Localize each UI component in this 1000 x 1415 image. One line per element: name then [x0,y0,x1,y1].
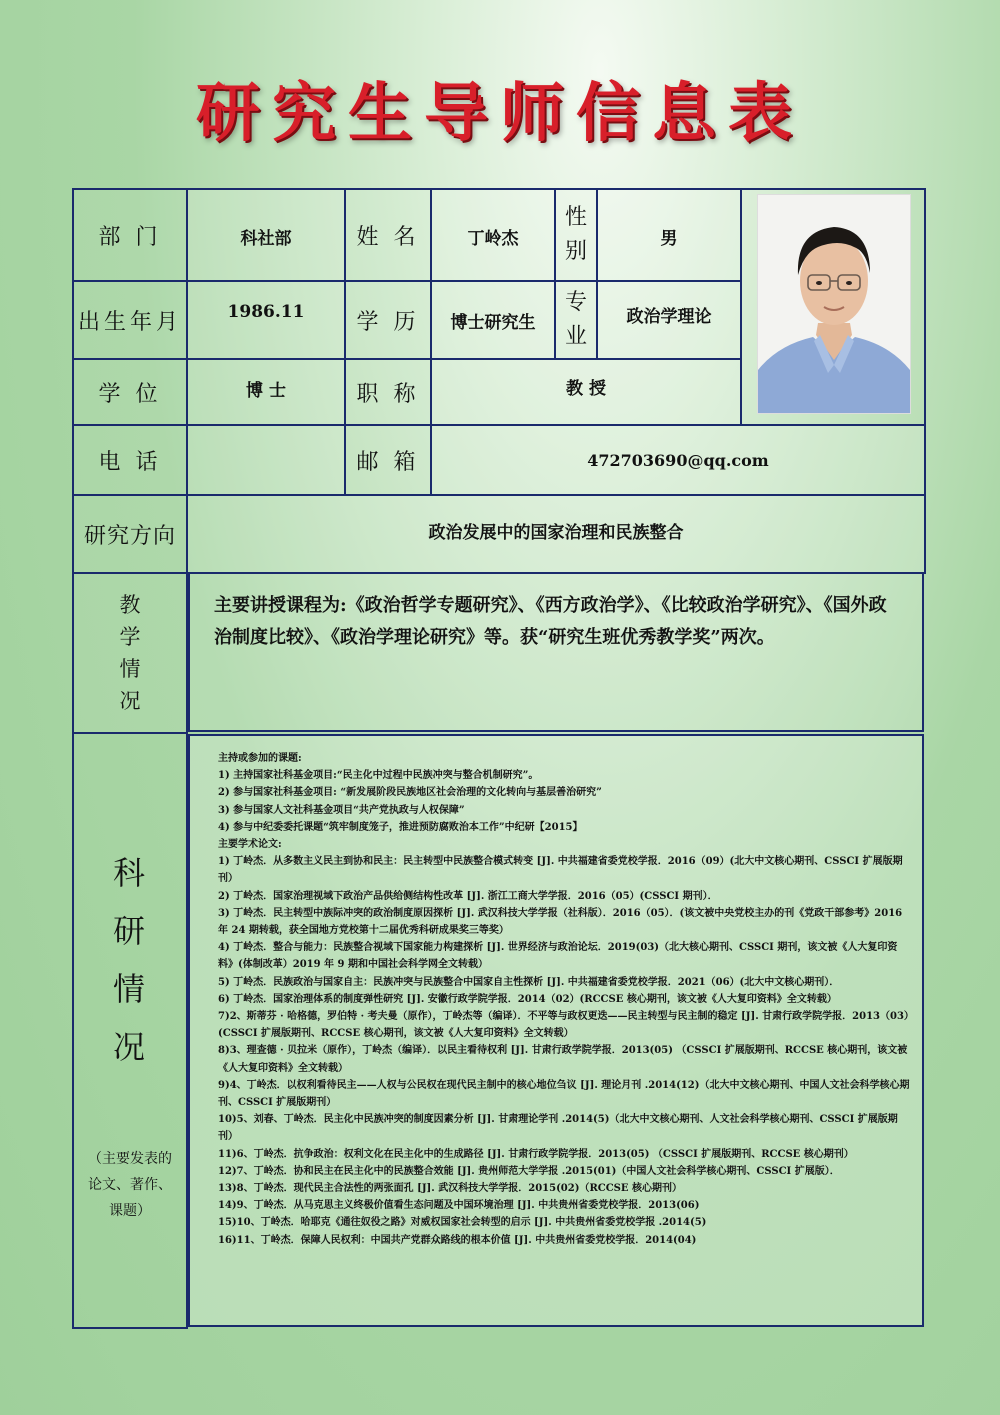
value-name: 丁岭杰 [430,188,556,282]
label-gender: 性别 [554,188,598,282]
label-direction: 研究方向 [72,494,188,574]
research-line: 8)3、理查德 · 贝拉米（原作），丁岭杰（编译）．以民主看待权利 [J]. 甘肃行政学院学报．2013(05) （CSSCI 扩展版期刊、RCCSE 核心期刊，该文被《人大复印资料》全文转载） [218,1045,908,1074]
value-degree: 博 士 [186,358,346,426]
value-dept: 科社部 [186,188,346,282]
research-line: 16)11、丁岭杰．保障人民权利：中国共产党群众路线的根本价值 [J]. 中共贵州省委党校学报．2014(04) [218,1234,697,1246]
research-line: 15)10、丁岭杰．哈耶克《通往奴役之路》对威权国家社会转型的启示 [J]. 中共贵州省委党校学报 .2014(5) [218,1217,707,1229]
label-email: 邮 箱 [344,424,432,496]
research-line: 13)8、丁岭杰．现代民主合法性的两张面孔 [J]. 武汉科技大学学报．2015(02)（RCCSE 核心期刊） [218,1183,683,1195]
value-rank: 教 授 [430,358,742,426]
research-line: 3) 丁岭杰．民主转型中族际冲突的政治制度原因探析 [J]. 武汉科技大学学报（社科版）．2016（05）．(该文被中央党校主办的刊《党政干部参考》2016 年 24 期转载，获全国地方党校第十二届优秀科研成果奖三等奖） [218,907,903,937]
label-degree: 学 位 [72,358,188,426]
research-line: 3) 参与国家人文社科基金项目“共产党执政与人权保障” [218,804,465,816]
value-phone [186,424,346,496]
value-email: 472703690@qq.com [430,424,926,496]
research-line: 1) 丁岭杰．从多数主义民主到协和民主：民主转型中民族整合模式转变 [J]. 中共福建省委党校学报．2016（09）(北大中文核心期刊、CSSCI 扩展版期刊） [218,856,903,885]
label-dept: 部 门 [72,188,188,282]
research-line: 7)2、斯蒂芬 · 哈格德，罗伯特 · 考夫曼（原作），丁岭杰等（编译）．不平等与政权更迭——民主转型与民主制的稳定 [J]. 甘肃行政学院学报．2013（03）(CSSCI 扩展版期刊、RCCSE 核心期刊，该文被《人大复印资料》全文转载） [218,1011,909,1040]
label-name: 姓 名 [344,188,432,282]
label-teaching: 教学情况 [72,572,188,734]
research-line: 5) 丁岭杰．民族政治与国家自主：民族冲突与民族整合中国家自主性探析 [J]. 中共福建省委党校学报．2021（06）(北大中文核心期刊）． [218,976,840,988]
value-major: 政治学理论 [596,280,742,360]
page-title: 研究生导师信息表 [196,77,804,151]
label-rank: 职 称 [344,358,432,426]
research-line: 11)6、丁岭杰．抗争政治：权利文化在民主化中的生成路径 [J]. 甘肃行政学院学报．2013(05) （CSSCI 扩展版期刊、RCCSE 核心期刊） [218,1148,854,1160]
research-line: 2) 参与国家社科基金项目: “新发展阶段民族地区社会治理的文化转向与基层善治研究” [218,787,602,799]
label-research-note: （主要发表的论文、著作、课题） [88,1151,172,1219]
label-edu: 学 历 [344,280,432,360]
label-birth: 出生年月 [72,280,188,360]
research-line: 主要学术论文: [218,839,282,851]
research-line: 14)9、丁岭杰．从马克思主义终极价值看生态问题及中国环境治理 [J]. 中共贵州省委党校学报．2013(06) [218,1200,700,1212]
research-line: 10)5、刘春、丁岭杰．民主化中民族冲突的制度因素分析 [J]. 甘肃理论学刊 .2014(5)（北大中文核心期刊、人文社会科学核心期刊、CSSCI 扩展版期刊） [218,1114,898,1143]
research-line: 12)7、丁岭杰．协和民主在民主化中的民族整合效能 [J]. 贵州师范大学学报 .2015(01)（中国人文社会科学核心期刊、CSSCI 扩展版）． [218,1165,840,1177]
label-research: 科研情况 [112,854,147,1066]
research-line: 4) 参与中纪委委托课题“筑牢制度笼子，推进预防腐败治本工作”中纪研【2015】 [218,821,583,833]
research-list [188,734,924,1327]
research-line: 1) 主持国家社科基金项目:“民主化中过程中民族冲突与整合机制研究”。 [218,770,539,782]
label-research-cell [72,732,188,1329]
label-major: 专业 [554,280,598,360]
research-line: 主持或参加的课题: [218,753,302,764]
value-birth: 1986.11 [186,280,346,360]
research-line: 2) 丁岭杰．国家治理视域下政治产品供给侧结构性改革 [J]. 浙江工商大学学报．2016（05）(CSSCI 期刊）． [218,890,718,902]
label-phone: 电 话 [72,424,188,496]
value-gender: 男 [596,188,742,282]
value-edu: 博士研究生 [430,280,556,360]
portrait-photo [757,194,911,414]
value-direction: 政治发展中的国家治理和民族整合 [186,494,926,574]
value-teaching: 主要讲授课程为:《政治哲学专题研究》、《西方政治学》、《比较政治学研究》、《国外政治制度比较》、《政治学理论研究》等。获“研究生班优秀教学奖”两次。 [188,572,924,732]
research-line: 9)4、丁岭杰．以权利看待民主——人权与公民权在现代民主制中的核心地位刍议 [J]. 理论月刊 .2014(12)（北大中文核心期刊、中国人文社会科学核心期刊、CSSCI 扩展版期刊） [218,1079,910,1109]
research-line: 6) 丁岭杰．国家治理体系的制度弹性研究 [J]. 安徽行政学院学报．2014（02）(RCCSE 核心期刊，该文被《人大复印资料》全文转载） [218,993,837,1005]
research-line: 4) 丁岭杰．整合与能力：民族整合视域下国家能力构建探析 [J]. 世界经济与政治论坛．2019(03)（北大核心期刊、CSSCI 期刊，该文被《人大复印资料》(体制改革）2019 年 9 期和中国社会科学网全文转载） [218,942,898,971]
